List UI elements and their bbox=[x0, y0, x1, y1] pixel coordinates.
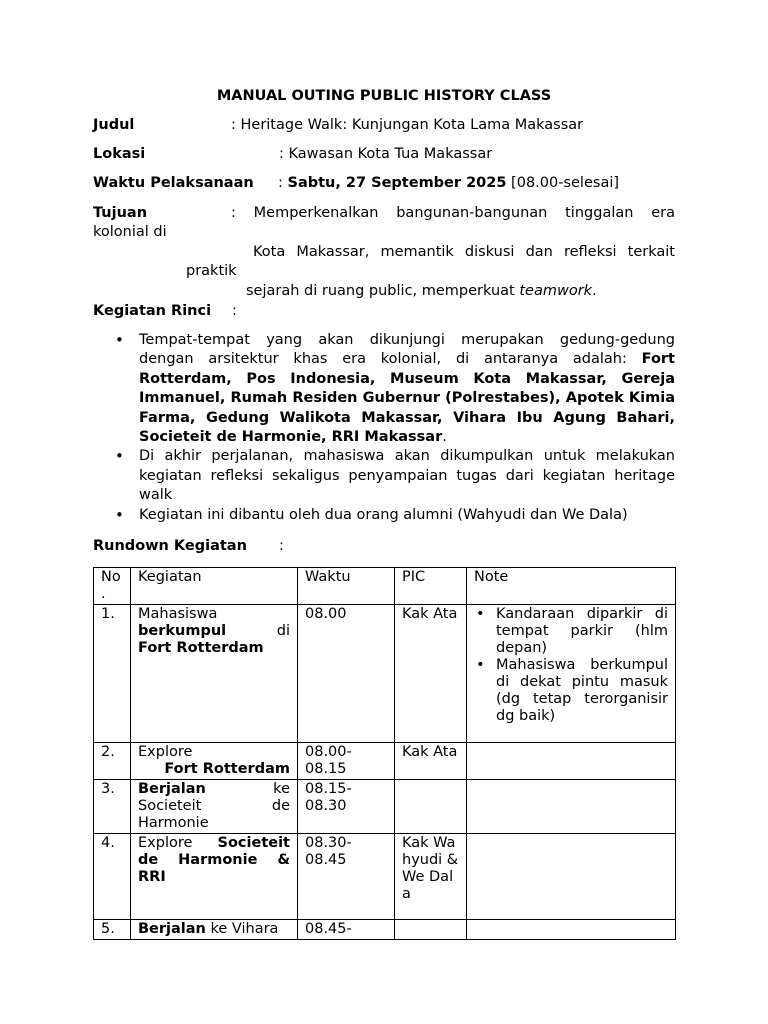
row-5-pic bbox=[395, 920, 467, 940]
row-3-kegiatan bbox=[131, 780, 298, 834]
row-4-no: 4. bbox=[94, 834, 131, 920]
tujuan-line-1b: kolonial di bbox=[93, 224, 167, 240]
tujuan-line-2b: praktik bbox=[186, 263, 237, 279]
bullet-item-sites bbox=[93, 331, 675, 447]
table-header-row bbox=[94, 568, 676, 605]
row-2-kegiatan-bold: Fort Rotterdam bbox=[164, 761, 290, 777]
row-1-note-item-1: • Kandaraan diparkir di tempat parkir (hlm depan) bbox=[474, 606, 668, 657]
row-1-note-list bbox=[474, 606, 668, 725]
header-waktu: Waktu bbox=[298, 568, 395, 605]
row-1-kegiatan bbox=[131, 605, 298, 743]
row-3-no: 3. bbox=[94, 780, 131, 834]
table-row bbox=[94, 920, 676, 940]
bullet-item-alumni: • Kegiatan ini dibantu oleh dua orang alumni (Wahyudi dan We Dala) bbox=[93, 506, 675, 525]
row-5-kegiatan-text: ke Vihara bbox=[205, 921, 279, 937]
row-4-note bbox=[467, 834, 676, 920]
kegiatan-label: Kegiatan Rinci bbox=[93, 303, 212, 319]
row-2-waktu: 08.00-08.15 bbox=[298, 743, 395, 780]
row-3-note bbox=[467, 780, 676, 834]
bullet-sites-period: . bbox=[442, 429, 447, 446]
waktu-row bbox=[93, 175, 254, 191]
page-title: MANUAL OUTING PUBLIC HISTORY CLASS bbox=[216, 88, 552, 104]
waktu-date: Sabtu, 27 September 2025 bbox=[287, 175, 507, 191]
row-1-kegiatan-bold-2: Fort Rotterdam bbox=[138, 640, 264, 656]
row-4-kegiatan bbox=[131, 834, 298, 920]
table-row bbox=[94, 743, 676, 780]
row-1-note-item-2: • Mahasiswa berkumpul di dekat pintu masuk (dg tetap terorganisir dg baik) bbox=[474, 657, 668, 725]
row-4-waktu: 08.30-08.45 bbox=[298, 834, 395, 920]
bullet-sites-text: Tempat-tempat yang akan dikunjungi merupakan gedung-gedung dengan arsitektur khas era kolonial, di antaranya adalah: bbox=[139, 332, 675, 368]
rundown-colon: : bbox=[279, 538, 284, 554]
bullet-sites-bold: Fort Rotterdam, Pos Indonesia, Museum Kota Makassar, Gereja Immanuel, Rumah Residen Gubernur (Polrestabes), Apotek Kimia Farma, Gedung Walikota Makassar, Vihara Ibu Agung Bahari, Societeit de Harmonie, RRI Makassar bbox=[139, 351, 675, 446]
kegiatan-row bbox=[93, 303, 211, 319]
kegiatan-bullet-list bbox=[93, 331, 675, 525]
row-2-kegiatan bbox=[131, 743, 298, 780]
table-row bbox=[94, 834, 676, 920]
row-3-pic bbox=[395, 780, 467, 834]
row-1-no: 1. bbox=[94, 605, 131, 743]
waktu-colon: : bbox=[278, 175, 288, 191]
tujuan-row bbox=[93, 205, 147, 221]
row-4-kegiatan-bold: Societeit de Harmonie & RRI bbox=[138, 835, 290, 885]
row-5-no: 5. bbox=[94, 920, 131, 940]
row-4-pic: Kak Wahyudi & We Dala bbox=[395, 834, 467, 920]
row-5-waktu: 08.45- bbox=[298, 920, 395, 940]
row-2-kegiatan-text: Explore bbox=[138, 744, 193, 760]
row-3-kegiatan-bold: Berjalan bbox=[138, 781, 206, 797]
table-row bbox=[94, 605, 676, 743]
kegiatan-colon: : bbox=[232, 303, 237, 319]
tujuan-teamwork: teamwork bbox=[519, 283, 593, 299]
judul-value: : Heritage Walk: Kunjungan Kota Lama Makassar bbox=[231, 117, 584, 133]
row-5-note bbox=[467, 920, 676, 940]
row-3-waktu: 08.15-08.30 bbox=[298, 780, 395, 834]
row-2-pic: Kak Ata bbox=[395, 743, 467, 780]
waktu-value bbox=[278, 175, 619, 191]
row-1-kegiatan-bold-1: berkumpul bbox=[138, 623, 227, 639]
tujuan-line-3-text: sejarah di ruang public, memperkuat bbox=[246, 283, 520, 299]
row-1-waktu: 08.00 bbox=[298, 605, 395, 743]
row-1-pic: Kak Ata bbox=[395, 605, 467, 743]
lokasi-row bbox=[93, 146, 145, 162]
tujuan-line-2: Kota Makassar, memantik diskusi dan refleksi terkait bbox=[253, 244, 675, 260]
bullet-item-refleksi: • Di akhir perjalanan, mahasiswa akan dikumpulkan untuk melakukan kegiatan refleksi sekaligus penyampaian tugas dari kegiatan heritage walk bbox=[93, 447, 675, 505]
waktu-time: [08.00-selesai] bbox=[506, 175, 620, 191]
row-1-kegiatan-mid: di bbox=[276, 623, 290, 639]
lokasi-label: Lokasi bbox=[93, 146, 146, 162]
rundown-table bbox=[93, 567, 676, 940]
header-note: Note bbox=[467, 568, 676, 605]
judul-row bbox=[93, 117, 134, 133]
row-2-no: 2. bbox=[94, 743, 131, 780]
row-1-kegiatan-text: Mahasiswa bbox=[138, 606, 218, 622]
header-kegiatan: Kegiatan bbox=[131, 568, 298, 605]
waktu-label: Waktu Pelaksanaan bbox=[93, 175, 254, 191]
lokasi-value: : Kawasan Kota Tua Makassar bbox=[279, 146, 493, 162]
judul-label: Judul bbox=[93, 117, 135, 133]
row-2-note bbox=[467, 743, 676, 780]
tujuan-line-1: : Memperkenalkan bangunan-bangunan tinggalan era bbox=[231, 205, 675, 221]
row-5-kegiatan bbox=[131, 920, 298, 940]
tujuan-period: . bbox=[592, 283, 597, 299]
tujuan-label: Tujuan bbox=[93, 205, 148, 221]
header-pic: PIC bbox=[395, 568, 467, 605]
row-3-kegiatan-text: ke Societeit de Harmonie bbox=[138, 781, 290, 831]
table-row bbox=[94, 780, 676, 834]
tujuan-line-3 bbox=[246, 283, 597, 299]
row-1-note bbox=[467, 605, 676, 743]
row-5-kegiatan-bold: Berjalan bbox=[138, 921, 206, 937]
rundown-label: Rundown Kegiatan bbox=[93, 538, 247, 554]
row-4-kegiatan-text: Explore bbox=[138, 835, 218, 851]
rundown-row bbox=[93, 538, 247, 554]
header-no: No . bbox=[94, 568, 131, 605]
